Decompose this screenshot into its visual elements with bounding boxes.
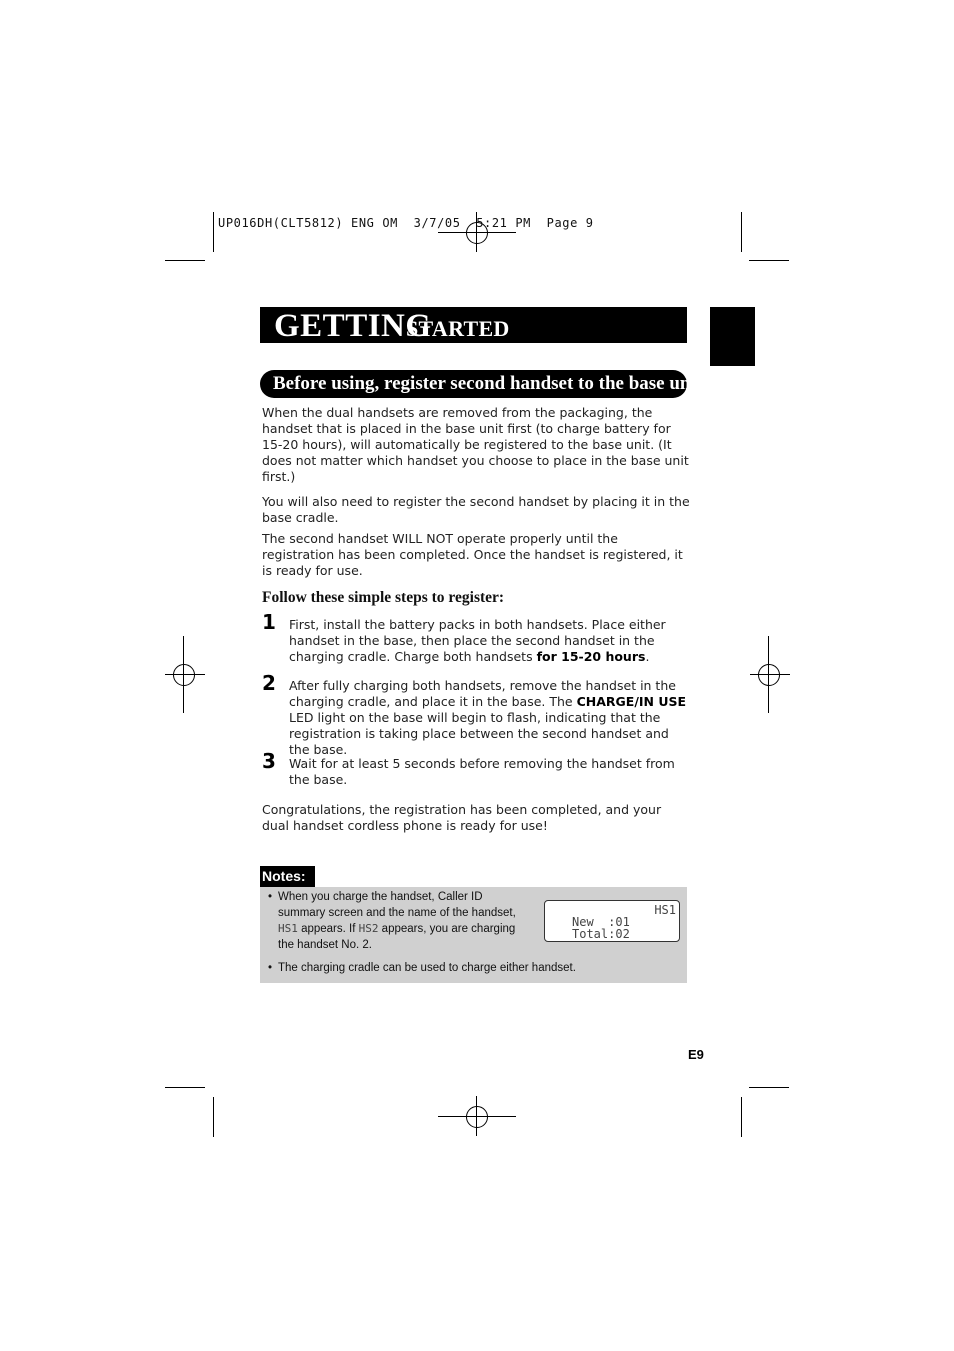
page-title: GETTING — [274, 308, 432, 344]
note-item — [268, 960, 678, 976]
lcd-line: Total:02 — [572, 927, 630, 941]
crop-mark — [768, 636, 769, 713]
crop-mark — [165, 1087, 205, 1088]
lcd-display — [544, 900, 680, 942]
crop-mark — [749, 1087, 789, 1088]
crop-mark — [165, 260, 205, 261]
steps-heading: Follow these simple steps to register: — [262, 589, 505, 606]
lcd-line: New :01 — [572, 915, 630, 929]
step-text: After fully charging both handsets, remove the handset in the charging cradle, and place it in the base. The CHARGE/IN USE LED light on the base will begin to flash, indicating that the registration is taking place between the second handset and the base. — [289, 678, 687, 757]
page-subtitle: STARTED — [406, 316, 510, 341]
registration-mark-icon — [758, 664, 780, 686]
crop-mark — [749, 260, 789, 261]
print-slug: UP016DH(CLT5812) ENG OM 3/7/05 5:21 PM Page 9 — [218, 216, 594, 230]
section-heading: Before using, register second handset to the base unit — [260, 370, 687, 398]
bullet: • — [268, 962, 273, 974]
registration-mark-icon — [173, 664, 195, 686]
step-text: First, install the battery packs in both handsets. Place either handset in the base, then place the second handset in the charging cradle. Charge both handsets for 15-20 hours. — [289, 617, 666, 664]
crop-mark — [213, 212, 214, 252]
step-text: Wait for at least 5 seconds before removing the handset from the base. — [289, 756, 675, 787]
note-item — [268, 889, 528, 953]
step-number: 2 — [262, 671, 276, 695]
step-number: 1 — [262, 610, 276, 634]
intro-paragraph: The second handset WILL NOT operate properly until the registration has been completed. Once the handset is registered, it is ready for use. — [262, 531, 683, 578]
handset-label: HS1 — [278, 922, 298, 935]
crop-mark — [741, 212, 742, 252]
note-text: The charging cradle can be used to charge either handset. — [278, 962, 576, 974]
intro-paragraph: When the dual handsets are removed from the packaging, the handset that is placed in the base unit first (to charge battery for 15-20 hours), will automatically be registered to the base unit. (It does not matter which handset you choose to place in the base unit first.) — [262, 405, 689, 484]
intro-paragraph: You will also need to register the second handset by placing it in the base cradle. — [262, 494, 690, 525]
page-title-bar — [260, 307, 687, 343]
handset-label: HS2 — [358, 922, 379, 935]
notes-label: Notes: — [260, 866, 315, 887]
chapter-tab — [710, 307, 755, 366]
crop-mark — [438, 1116, 516, 1117]
crop-mark — [741, 1097, 742, 1137]
crop-mark — [213, 1097, 214, 1137]
bullet: • — [268, 891, 273, 903]
closing-paragraph: Congratulations, the registration has been completed, and your dual handset cordless phone is ready for use! — [262, 802, 662, 833]
lcd-line: HS1 — [654, 903, 676, 917]
crop-mark — [165, 674, 205, 675]
crop-mark — [438, 232, 516, 233]
crop-mark — [183, 636, 184, 713]
crop-mark — [476, 1096, 477, 1136]
registration-mark-icon — [466, 1106, 488, 1128]
crop-mark — [750, 674, 790, 675]
step-number: 3 — [262, 749, 276, 773]
note-text: When you charge the handset, Caller ID summary screen and the name of the handset, HS1 appears. If HS2 appears, you are charging the handset No. 2. — [278, 891, 516, 951]
page-number: E9 — [688, 1047, 704, 1062]
